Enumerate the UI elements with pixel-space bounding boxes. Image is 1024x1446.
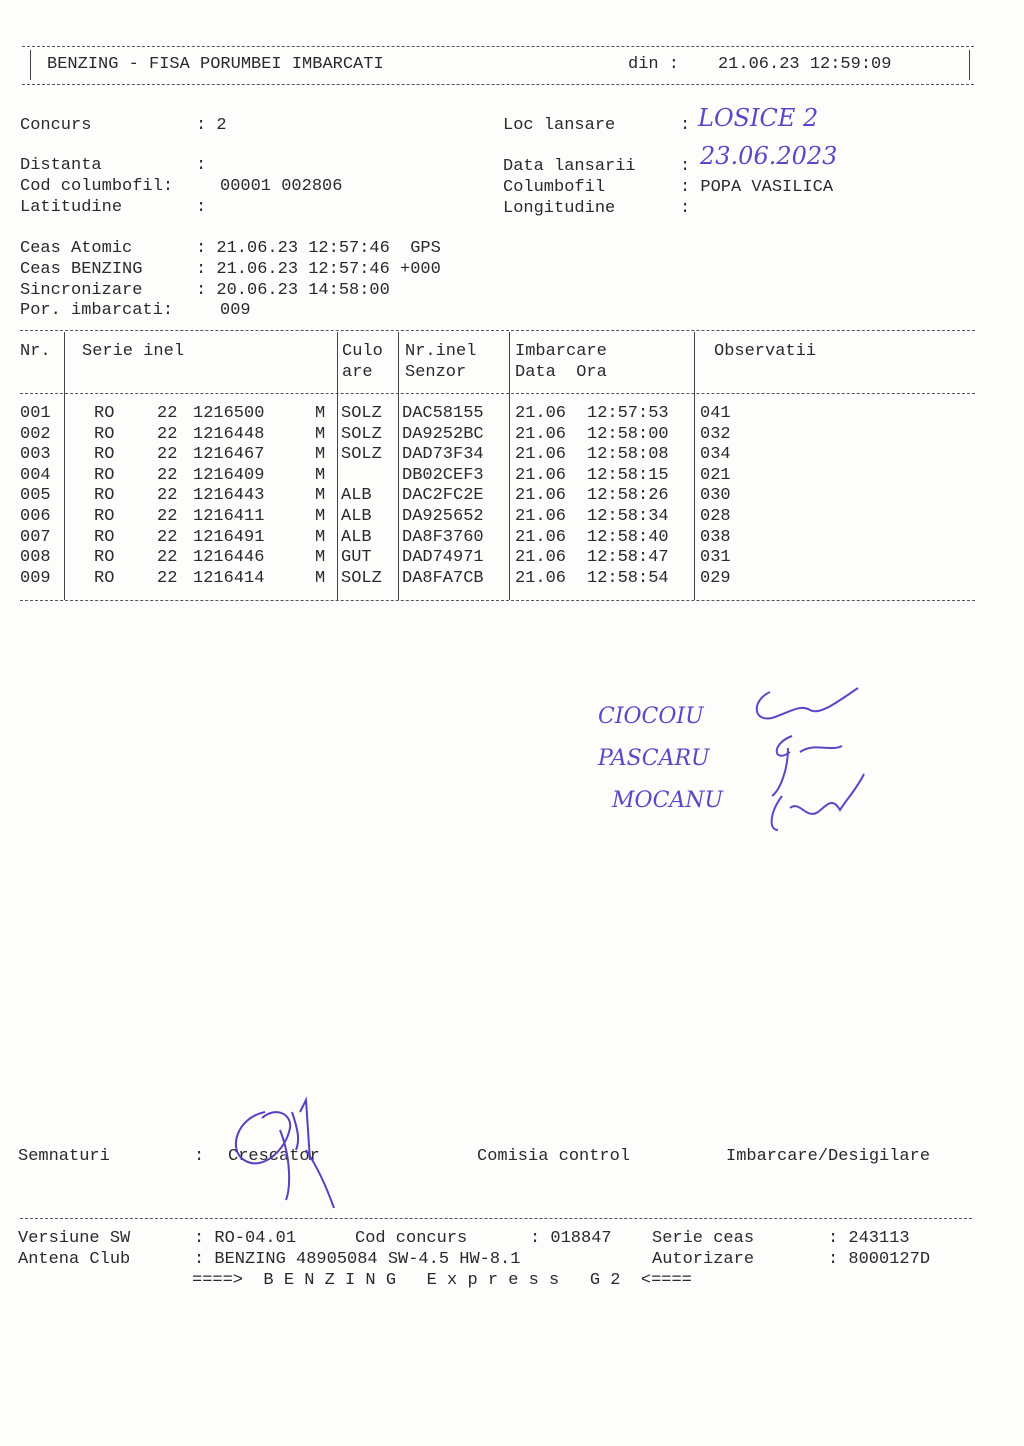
handwritten-name: MOCANU <box>612 788 724 813</box>
loc-lansare-label: Loc lansare <box>503 116 616 135</box>
cell-culoare: SOLZ <box>341 404 382 423</box>
cell-data: 21.06 <box>515 548 567 568</box>
col-header-inel-2: Senzor <box>405 363 467 382</box>
cell-observatii: 032 <box>700 424 731 444</box>
cell-senzor: DAC58155 <box>402 404 484 423</box>
col-header-nr: Nr. <box>20 342 51 361</box>
cell-inel: 1216491 <box>193 527 265 547</box>
cod-concurs-value: : 018847 <box>530 1229 612 1248</box>
cell-observatii: 034 <box>700 445 731 465</box>
ceas-benzing-label: Ceas BENZING <box>20 260 143 279</box>
cell-ora: 12:58:15 <box>587 465 669 485</box>
cell-senzor: DB02CEF3 <box>402 465 484 485</box>
latitudine-value: : <box>196 198 207 217</box>
footer-top-rule <box>20 1218 972 1219</box>
cell-ora: 12:57:53 <box>587 404 669 423</box>
cell-culoare: SOLZ <box>341 445 382 465</box>
cell-ora: 12:58:08 <box>587 445 669 465</box>
cell-inel: 1216414 <box>193 568 265 588</box>
cell-nr: 001 <box>20 404 51 423</box>
cell-nr: 003 <box>20 445 51 465</box>
loc-lansare-value: LOSICE 2 <box>698 104 819 132</box>
cell-senzor: DAD73F34 <box>402 445 484 465</box>
cell-culoare: ALB <box>341 486 372 506</box>
cell-an: 22 <box>157 507 178 526</box>
cell-an: 22 <box>157 486 178 506</box>
cell-data: 21.06 <box>515 404 567 423</box>
cell-sex: M <box>315 404 326 423</box>
col-header-serie: Serie inel <box>82 342 185 361</box>
cell-ora: 12:58:47 <box>587 548 669 568</box>
print-date-label: din : <box>628 55 680 74</box>
sincronizare-value: : 20.06.23 14:58:00 <box>196 281 390 300</box>
cell-observatii: 021 <box>700 465 731 485</box>
cell-sex: M <box>315 568 326 588</box>
cell-nr: 009 <box>20 568 51 588</box>
cell-sex: M <box>315 527 326 547</box>
cell-senzor: DA9252BC <box>402 424 484 444</box>
cell-nr: 004 <box>20 465 51 485</box>
crescator-label: Crescator <box>228 1147 320 1166</box>
cell-culoare: SOLZ <box>341 424 382 444</box>
cell-culoare: SOLZ <box>341 568 382 588</box>
columbofil-label: Columbofil <box>503 178 606 197</box>
cell-culoare: GUT <box>341 548 372 568</box>
cell-data: 21.06 <box>515 445 567 465</box>
cell-tara: RO <box>94 404 115 423</box>
cell-culoare: ALB <box>341 527 372 547</box>
cell-data: 21.06 <box>515 486 567 506</box>
print-date-value: 21.06.23 12:59:09 <box>718 55 892 74</box>
cell-nr: 006 <box>20 507 51 526</box>
cell-tara: RO <box>94 486 115 506</box>
cod-columbofil-label: Cod columbofil: <box>20 177 174 196</box>
longitudine-label: Longitudine <box>503 199 616 218</box>
cell-nr: 002 <box>20 424 51 444</box>
serie-ceas-value: : 243113 <box>828 1229 910 1248</box>
cell-sex: M <box>315 507 326 526</box>
cell-observatii: 029 <box>700 568 731 588</box>
antena-club-label: Antena Club <box>18 1250 131 1269</box>
cell-an: 22 <box>157 527 178 547</box>
cell-ora: 12:58:54 <box>587 568 669 588</box>
cell-senzor: DA925652 <box>402 507 484 526</box>
cell-tara: RO <box>94 465 115 485</box>
cell-data: 21.06 <box>515 465 567 485</box>
porumbei-imbarcati-label: Por. imbarcati: <box>20 301 174 320</box>
distanta-value: : <box>196 156 207 175</box>
cell-inel: 1216467 <box>193 445 265 465</box>
col-header-culoare: Culo <box>342 342 383 361</box>
cell-senzor: DAD74971 <box>402 548 484 568</box>
cell-ora: 12:58:26 <box>587 486 669 506</box>
cell-ora: 12:58:34 <box>587 507 669 526</box>
autorizare-label: Autorizare <box>652 1250 755 1269</box>
cell-data: 21.06 <box>515 527 567 547</box>
document-title: BENZING - FISA PORUMBEI IMBARCATI <box>47 55 384 74</box>
cell-senzor: DA8FA7CB <box>402 568 484 588</box>
col-header-culoare-2: are <box>342 363 373 382</box>
cell-an: 22 <box>157 548 178 568</box>
cell-senzor: DA8F3760 <box>402 527 484 547</box>
imbarcare-desigilare-label: Imbarcare/Desigilare <box>726 1147 931 1166</box>
cell-nr: 007 <box>20 527 51 547</box>
semnaturi-label: Semnaturi <box>18 1147 110 1166</box>
cell-nr: 005 <box>20 486 51 506</box>
concurs-value: : 2 <box>196 116 227 135</box>
distanta-label: Distanta <box>20 156 102 175</box>
handwritten-name: CIOCOIU <box>598 704 704 729</box>
loc-lansare-colon: : <box>680 116 691 135</box>
comisia-control-label: Comisia control <box>477 1147 631 1166</box>
col-header-inel: Nr.inel <box>405 342 477 361</box>
cell-inel: 1216500 <box>193 404 265 423</box>
cell-observatii: 038 <box>700 527 731 547</box>
cell-an: 22 <box>157 465 178 485</box>
benzing-express-banner: ====> B E N Z I N G E x p r e s s G 2 <==== <box>192 1271 692 1290</box>
antena-club-value: : BENZING 48905084 SW-4.5 HW-8.1 <box>194 1250 521 1269</box>
col-header-imbarcare-2: Data Ora <box>515 363 607 382</box>
ceas-benzing-value: : 21.06.23 12:57:46 +000 <box>196 260 441 279</box>
porumbei-imbarcati-value: 009 <box>220 301 251 320</box>
cell-tara: RO <box>94 548 115 568</box>
cell-inel: 1216409 <box>193 465 265 485</box>
ceas-atomic-label: Ceas Atomic <box>20 239 133 258</box>
cell-inel: 1216443 <box>193 486 265 506</box>
data-lansarii-label: Data lansarii <box>503 157 636 176</box>
cell-an: 22 <box>157 568 178 588</box>
col-header-observatii: Observatii <box>714 342 817 361</box>
cell-sex: M <box>315 424 326 444</box>
cell-tara: RO <box>94 424 115 444</box>
cell-sex: M <box>315 465 326 485</box>
cell-ora: 12:58:00 <box>587 424 669 444</box>
cell-an: 22 <box>157 445 178 465</box>
ceas-atomic-value: : 21.06.23 12:57:46 GPS <box>196 239 441 258</box>
cell-sex: M <box>315 445 326 465</box>
handwritten-name: PASCARU <box>598 746 710 771</box>
sincronizare-label: Sincronizare <box>20 281 143 300</box>
cell-an: 22 <box>157 404 178 423</box>
versiune-sw-label: Versiune SW <box>18 1229 131 1248</box>
cell-senzor: DAC2FC2E <box>402 486 484 506</box>
autorizare-value: : 8000127D <box>828 1250 931 1269</box>
semnaturi-colon: : <box>194 1147 205 1166</box>
cod-concurs-label: Cod concurs <box>355 1229 468 1248</box>
data-lansarii-value: 23.06.2023 <box>700 142 838 170</box>
versiune-sw-value: : RO-04.01 <box>194 1229 297 1248</box>
longitudine-value: : <box>680 199 691 218</box>
cell-tara: RO <box>94 527 115 547</box>
cell-observatii: 031 <box>700 548 731 568</box>
cell-ora: 12:58:40 <box>587 527 669 547</box>
data-lansarii-colon: : <box>680 157 691 176</box>
cell-inel: 1216448 <box>193 424 265 444</box>
cell-nr: 008 <box>20 548 51 568</box>
cell-sex: M <box>315 548 326 568</box>
serie-ceas-label: Serie ceas <box>652 1229 755 1248</box>
cell-inel: 1216411 <box>193 507 265 526</box>
cell-culoare: ALB <box>341 507 372 526</box>
cell-observatii: 030 <box>700 486 731 506</box>
cell-tara: RO <box>94 445 115 465</box>
cell-data: 21.06 <box>515 424 567 444</box>
cell-data: 21.06 <box>515 568 567 588</box>
cod-columbofil-value: 00001 002806 <box>220 177 343 196</box>
columbofil-value: : POPA VASILICA <box>680 178 834 197</box>
latitudine-label: Latitudine <box>20 198 123 217</box>
cell-data: 21.06 <box>515 507 567 526</box>
cell-observatii: 028 <box>700 507 731 526</box>
cell-tara: RO <box>94 507 115 526</box>
cell-inel: 1216446 <box>193 548 265 568</box>
cell-observatii: 041 <box>700 404 731 423</box>
col-header-imbarcare: Imbarcare <box>515 342 607 361</box>
cell-an: 22 <box>157 424 178 444</box>
cell-sex: M <box>315 486 326 506</box>
concurs-label: Concurs <box>20 116 92 135</box>
cell-tara: RO <box>94 568 115 588</box>
